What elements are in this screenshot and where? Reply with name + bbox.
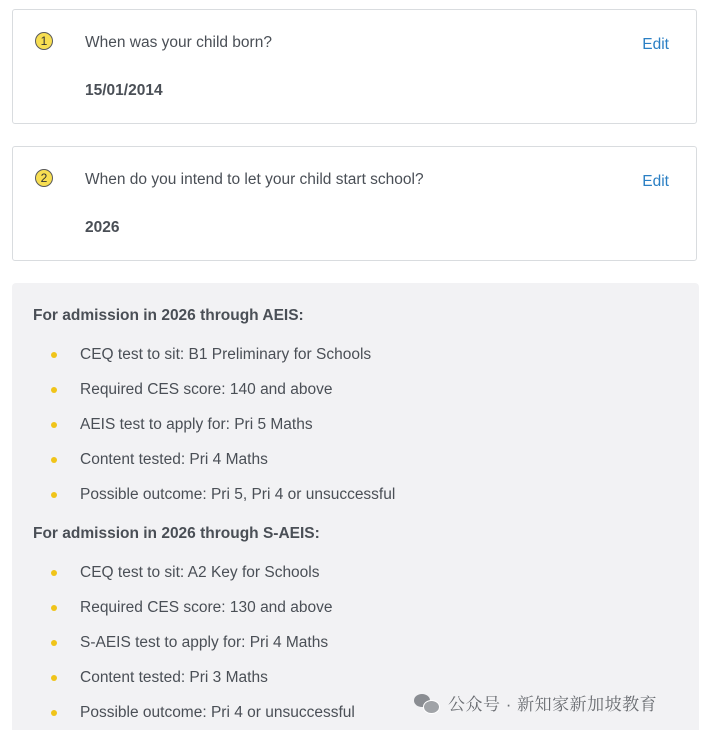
list-item [33, 564, 355, 599]
bullet-icon [51, 605, 57, 611]
saeis-requirements-list [33, 564, 355, 730]
bullet-icon [51, 457, 57, 463]
list-item-text: Required CES score: 130 and above [80, 599, 333, 616]
edit-birth-date-link[interactable]: Edit [642, 36, 669, 53]
wechat-watermark [414, 690, 657, 715]
bullet-icon [51, 710, 57, 716]
list-item-text: Content tested: Pri 4 Maths [80, 451, 268, 468]
list-item [33, 486, 395, 521]
list-item [33, 599, 355, 634]
wechat-icon [414, 692, 440, 714]
answer-value: 15/01/2014 [85, 82, 163, 99]
admission-info-panel [12, 283, 699, 730]
list-item-text: CEQ test to sit: A2 Key for Schools [80, 564, 320, 581]
question-card-birth-date [12, 9, 697, 124]
bullet-icon [51, 352, 57, 358]
answer-value: 2026 [85, 219, 120, 236]
bullet-icon [51, 387, 57, 393]
list-item-text: CEQ test to sit: B1 Preliminary for Schools [80, 346, 372, 363]
list-item-text: Possible outcome: Pri 4 or unsuccessful [80, 704, 355, 721]
bullet-icon [51, 640, 57, 646]
bullet-icon [51, 422, 57, 428]
list-item-text: S-AEIS test to apply for: Pri 4 Maths [80, 634, 329, 651]
aeis-section-heading: For admission in 2026 through AEIS: [33, 307, 304, 324]
bullet-icon [51, 570, 57, 576]
list-item-text: Possible outcome: Pri 5, Pri 4 or unsuccessful [80, 486, 396, 503]
step-number-badge: 1 [35, 32, 53, 50]
aeis-requirements-list [33, 346, 395, 521]
list-item [33, 381, 395, 416]
bullet-icon [51, 675, 57, 681]
list-item [33, 416, 395, 451]
list-item [33, 451, 395, 486]
list-item [33, 669, 355, 704]
list-item [33, 346, 395, 381]
list-item [33, 704, 355, 730]
list-item [33, 634, 355, 669]
edit-start-year-link[interactable]: Edit [642, 173, 669, 190]
saeis-section-heading: For admission in 2026 through S-AEIS: [33, 525, 320, 542]
list-item-text: Required CES score: 140 and above [80, 381, 333, 398]
list-item-text: Content tested: Pri 3 Maths [80, 669, 268, 686]
bullet-icon [51, 492, 57, 498]
watermark-text: 公众号 · 新知家新加坡教育 [448, 695, 658, 714]
step-number-badge: 2 [35, 169, 53, 187]
question-label: When do you intend to let your child start school? [85, 171, 424, 188]
list-item-text: AEIS test to apply for: Pri 5 Maths [80, 416, 313, 433]
question-label: When was your child born? [85, 34, 272, 51]
question-card-start-year [12, 146, 697, 261]
